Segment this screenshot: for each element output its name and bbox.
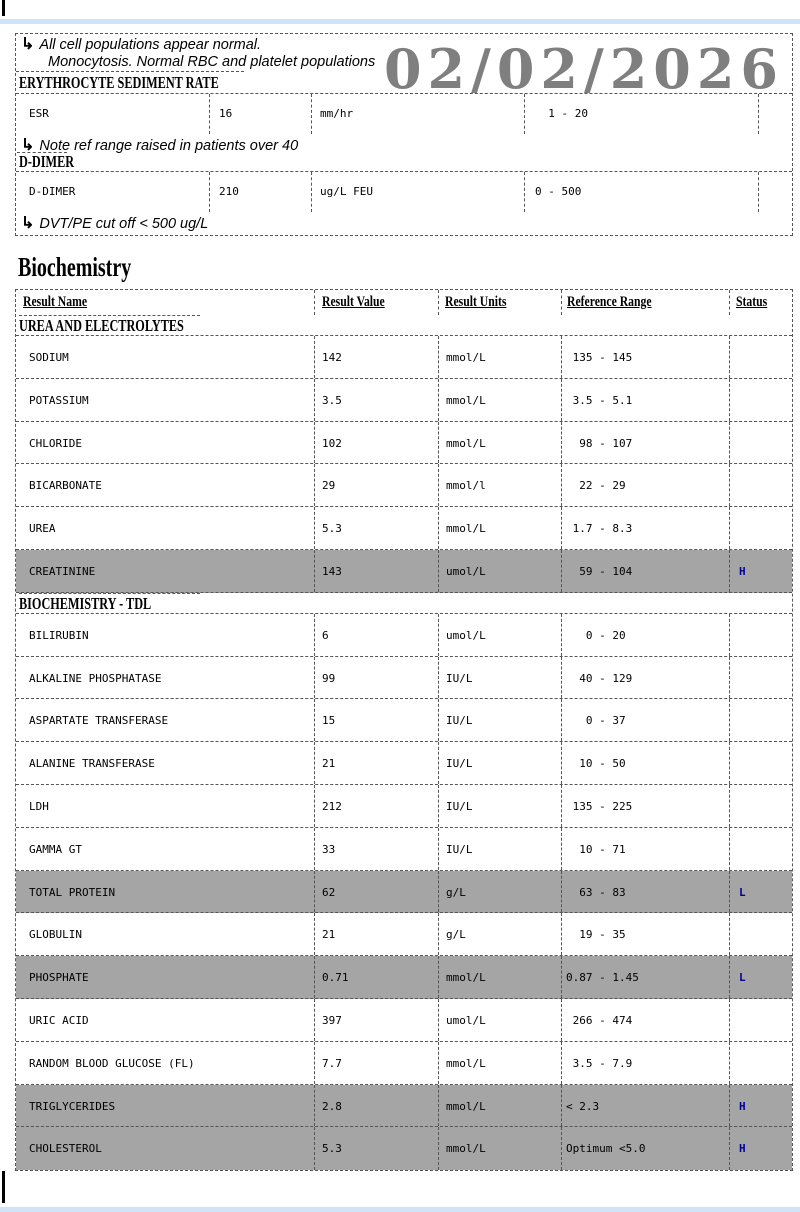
reference-range-cell: 19 - 35: [561, 913, 729, 955]
status-cell: [729, 336, 792, 378]
result-units-cell: mmol/L: [438, 379, 561, 421]
biochemistry-table: [15, 289, 793, 1171]
result-units-cell: mmol/L: [438, 1127, 561, 1170]
reference-range-cell: 22 - 29: [561, 464, 729, 506]
result-name-cell: BILIRUBIN: [29, 628, 89, 642]
status-cell: [729, 742, 792, 784]
result-value-cell: 29: [314, 464, 438, 506]
reference-range-cell: < 2.3: [561, 1085, 729, 1127]
header-label: Status: [736, 294, 768, 310]
result-value-cell: 210: [209, 172, 311, 212]
table-row: [16, 614, 792, 657]
table-row: [16, 699, 792, 742]
result-value-cell: 21: [314, 742, 438, 784]
report-date: 02/02/2026: [383, 37, 784, 101]
header-reference-range: [561, 290, 729, 315]
page-edge-mark-top: [2, 0, 5, 16]
note-text: DVT/PE cut off < 500 ug/L: [39, 216, 209, 232]
reference-range-cell: 10 - 71: [561, 828, 729, 870]
result-value-cell: 7.7: [314, 1042, 438, 1084]
reference-range-cell: 135 - 145: [561, 336, 729, 378]
reference-range-cell: 0 - 500: [524, 172, 758, 212]
notes-divider: [16, 71, 244, 72]
result-name-cell: ALKALINE PHOSPHATASE: [29, 671, 162, 685]
result-name-cell: ASPARTATE TRANSFERASE: [29, 714, 169, 728]
table-row: [16, 507, 792, 550]
bottom-accent-bar: [0, 1207, 800, 1212]
table-row: [16, 1127, 792, 1170]
note-arrow-icon: ↳: [21, 137, 35, 154]
status-cell: [729, 1042, 792, 1084]
result-units-cell: IU/L: [438, 785, 561, 827]
status-cell: [729, 614, 792, 656]
result-name-cell: TOTAL PROTEIN: [29, 885, 116, 899]
result-name-cell: URIC ACID: [29, 1013, 89, 1027]
result-name-cell: TRIGLYCERIDES: [29, 1099, 116, 1113]
result-units-cell: g/L: [438, 871, 561, 913]
result-name-cell: ESR: [29, 107, 49, 120]
result-name-cell: LDH: [29, 799, 49, 813]
biochemistry-heading: Biochemistry: [18, 252, 132, 282]
table-row: [16, 828, 792, 871]
result-units-cell: umol/L: [438, 614, 561, 656]
header-result-units: [438, 290, 561, 315]
result-value-cell: 2.8: [314, 1085, 438, 1127]
result-value-cell: 6: [314, 614, 438, 656]
section-header-row: [16, 593, 792, 614]
result-units-cell: mmol/L: [438, 336, 561, 378]
reference-range-cell: 0.87 - 1.45: [561, 956, 729, 998]
status-cell: [729, 785, 792, 827]
result-name-cell: BICARBONATE: [29, 479, 102, 493]
status-cell: H: [729, 1127, 792, 1170]
table-row: [16, 956, 792, 999]
section-title: UREA AND ELECTROLYTES: [19, 316, 184, 335]
result-value-cell: 143: [314, 550, 438, 592]
status-cell: [729, 999, 792, 1041]
top-accent-bar: [0, 19, 800, 24]
status-cell: [729, 913, 792, 955]
result-value-cell: 3.5: [314, 379, 438, 421]
result-name-cell: UREA: [29, 522, 56, 536]
reference-range-cell: 98 - 107: [561, 422, 729, 464]
reference-range-cell: 1 - 20: [524, 94, 758, 134]
table-row: [16, 871, 792, 914]
result-name-cell: D-DIMER: [29, 185, 76, 198]
result-units-cell: g/L: [438, 913, 561, 955]
result-value-cell: 397: [314, 999, 438, 1041]
table-header-row: [16, 290, 792, 315]
note-text: All cell populations appear normal.: [39, 37, 262, 53]
reference-range-cell: 0 - 37: [561, 699, 729, 741]
note-text: Note ref range raised in patients over 40: [39, 138, 299, 154]
table-row: [16, 742, 792, 785]
result-name-cell: RANDOM BLOOD GLUCOSE (FL): [29, 1056, 195, 1070]
result-name-cell: CREATININE: [29, 564, 96, 578]
result-value-cell: 5.3: [314, 1127, 438, 1170]
note-text: Monocytosis. Normal RBC and platelet populations: [48, 54, 376, 70]
table-row: [16, 785, 792, 828]
esr-result-row: [16, 93, 792, 134]
result-units-cell: IU/L: [438, 742, 561, 784]
result-value-cell: 142: [314, 336, 438, 378]
result-name-cell: ALANINE TRANSFERASE: [29, 757, 155, 771]
status-cell: [729, 507, 792, 549]
reference-range-cell: 3.5 - 5.1: [561, 379, 729, 421]
result-value-cell: 15: [314, 699, 438, 741]
header-label: Result Name: [23, 294, 88, 310]
result-value-cell: 16: [209, 94, 311, 134]
result-units-cell: umol/L: [438, 550, 561, 592]
result-units-cell: mmol/l: [438, 464, 561, 506]
reference-range-cell: 1.7 - 8.3: [561, 507, 729, 549]
status-cell: H: [729, 550, 792, 592]
status-cell: [729, 828, 792, 870]
status-cell: [729, 422, 792, 464]
table-row: [16, 1085, 792, 1128]
reference-range-cell: 0 - 20: [561, 614, 729, 656]
header-result-name: [16, 290, 314, 315]
esr-section-title: ERYTHROCYTE SEDIMENT RATE: [19, 73, 219, 92]
reference-range-cell: 63 - 83: [561, 871, 729, 913]
reference-range-cell: 10 - 50: [561, 742, 729, 784]
table-row: [16, 379, 792, 422]
ddimer-result-row: [16, 171, 792, 212]
section-header-row: [16, 315, 792, 336]
result-units-cell: ug/L FEU: [311, 172, 524, 212]
header-label: Result Units: [445, 294, 507, 310]
result-value-cell: 33: [314, 828, 438, 870]
result-units-cell: umol/L: [438, 999, 561, 1041]
status-cell: [729, 379, 792, 421]
result-units-cell: mmol/L: [438, 1085, 561, 1127]
status-cell: L: [729, 871, 792, 913]
result-name-cell: GLOBULIN: [29, 928, 82, 942]
header-status: [729, 290, 792, 315]
note-arrow-icon: ↳: [21, 36, 35, 53]
result-units-cell: mmol/L: [438, 507, 561, 549]
status-cell: [729, 464, 792, 506]
header-result-value: [314, 290, 438, 315]
result-value-cell: 212: [314, 785, 438, 827]
note-line: [21, 36, 375, 54]
result-name-cell: PHOSPHATE: [29, 971, 89, 985]
result-name-cell: SODIUM: [29, 351, 69, 364]
note-arrow-icon: ↳: [21, 215, 35, 232]
header-label: Result Value: [322, 294, 385, 310]
result-units-cell: IU/L: [438, 699, 561, 741]
table-row: [16, 422, 792, 465]
result-value-cell: 62: [314, 871, 438, 913]
page-edge-mark-bottom: [2, 1171, 5, 1203]
result-name-cell: GAMMA GT: [29, 842, 82, 856]
result-name-cell: CHOLESTEROL: [29, 1142, 102, 1156]
header-label: Reference Range: [567, 294, 652, 310]
status-cell: [758, 172, 792, 212]
reference-range-cell: 40 - 129: [561, 657, 729, 699]
result-units-cell: IU/L: [438, 828, 561, 870]
result-units-cell: mmol/L: [438, 956, 561, 998]
table-row: [16, 550, 792, 593]
reference-range-cell: 135 - 225: [561, 785, 729, 827]
result-units-cell: mmol/L: [438, 422, 561, 464]
reference-range-cell: Optimum <5.0: [561, 1127, 729, 1170]
table-row: [16, 464, 792, 507]
result-name-cell: POTASSIUM: [29, 393, 89, 407]
table-row: [16, 1042, 792, 1085]
result-value-cell: 0.71: [314, 956, 438, 998]
result-value-cell: 5.3: [314, 507, 438, 549]
hematology-summary-box: [15, 33, 793, 236]
table-row: [16, 999, 792, 1042]
result-units-cell: mmol/L: [438, 1042, 561, 1084]
status-cell: [729, 699, 792, 741]
result-value-cell: 21: [314, 913, 438, 955]
cell-population-notes: [21, 36, 375, 71]
result-name-cell: CHLORIDE: [29, 436, 82, 450]
table-row: [16, 913, 792, 956]
result-units-cell: IU/L: [438, 657, 561, 699]
status-cell: H: [729, 1085, 792, 1127]
reference-range-cell: 266 - 474: [561, 999, 729, 1041]
reference-range-cell: 3.5 - 7.9: [561, 1042, 729, 1084]
section-title: BIOCHEMISTRY - TDL: [19, 593, 152, 613]
result-units-cell: mm/hr: [311, 94, 524, 134]
reference-range-cell: 59 - 104: [561, 550, 729, 592]
ddimer-section-title: D-DIMER: [19, 152, 75, 171]
table-row: [16, 657, 792, 700]
status-cell: [758, 94, 792, 134]
table-row: [16, 336, 792, 379]
biochem-table-body: [16, 315, 792, 1170]
ddimer-note: [21, 213, 208, 233]
status-cell: L: [729, 956, 792, 998]
result-value-cell: 102: [314, 422, 438, 464]
result-value-cell: 99: [314, 657, 438, 699]
status-cell: [729, 657, 792, 699]
